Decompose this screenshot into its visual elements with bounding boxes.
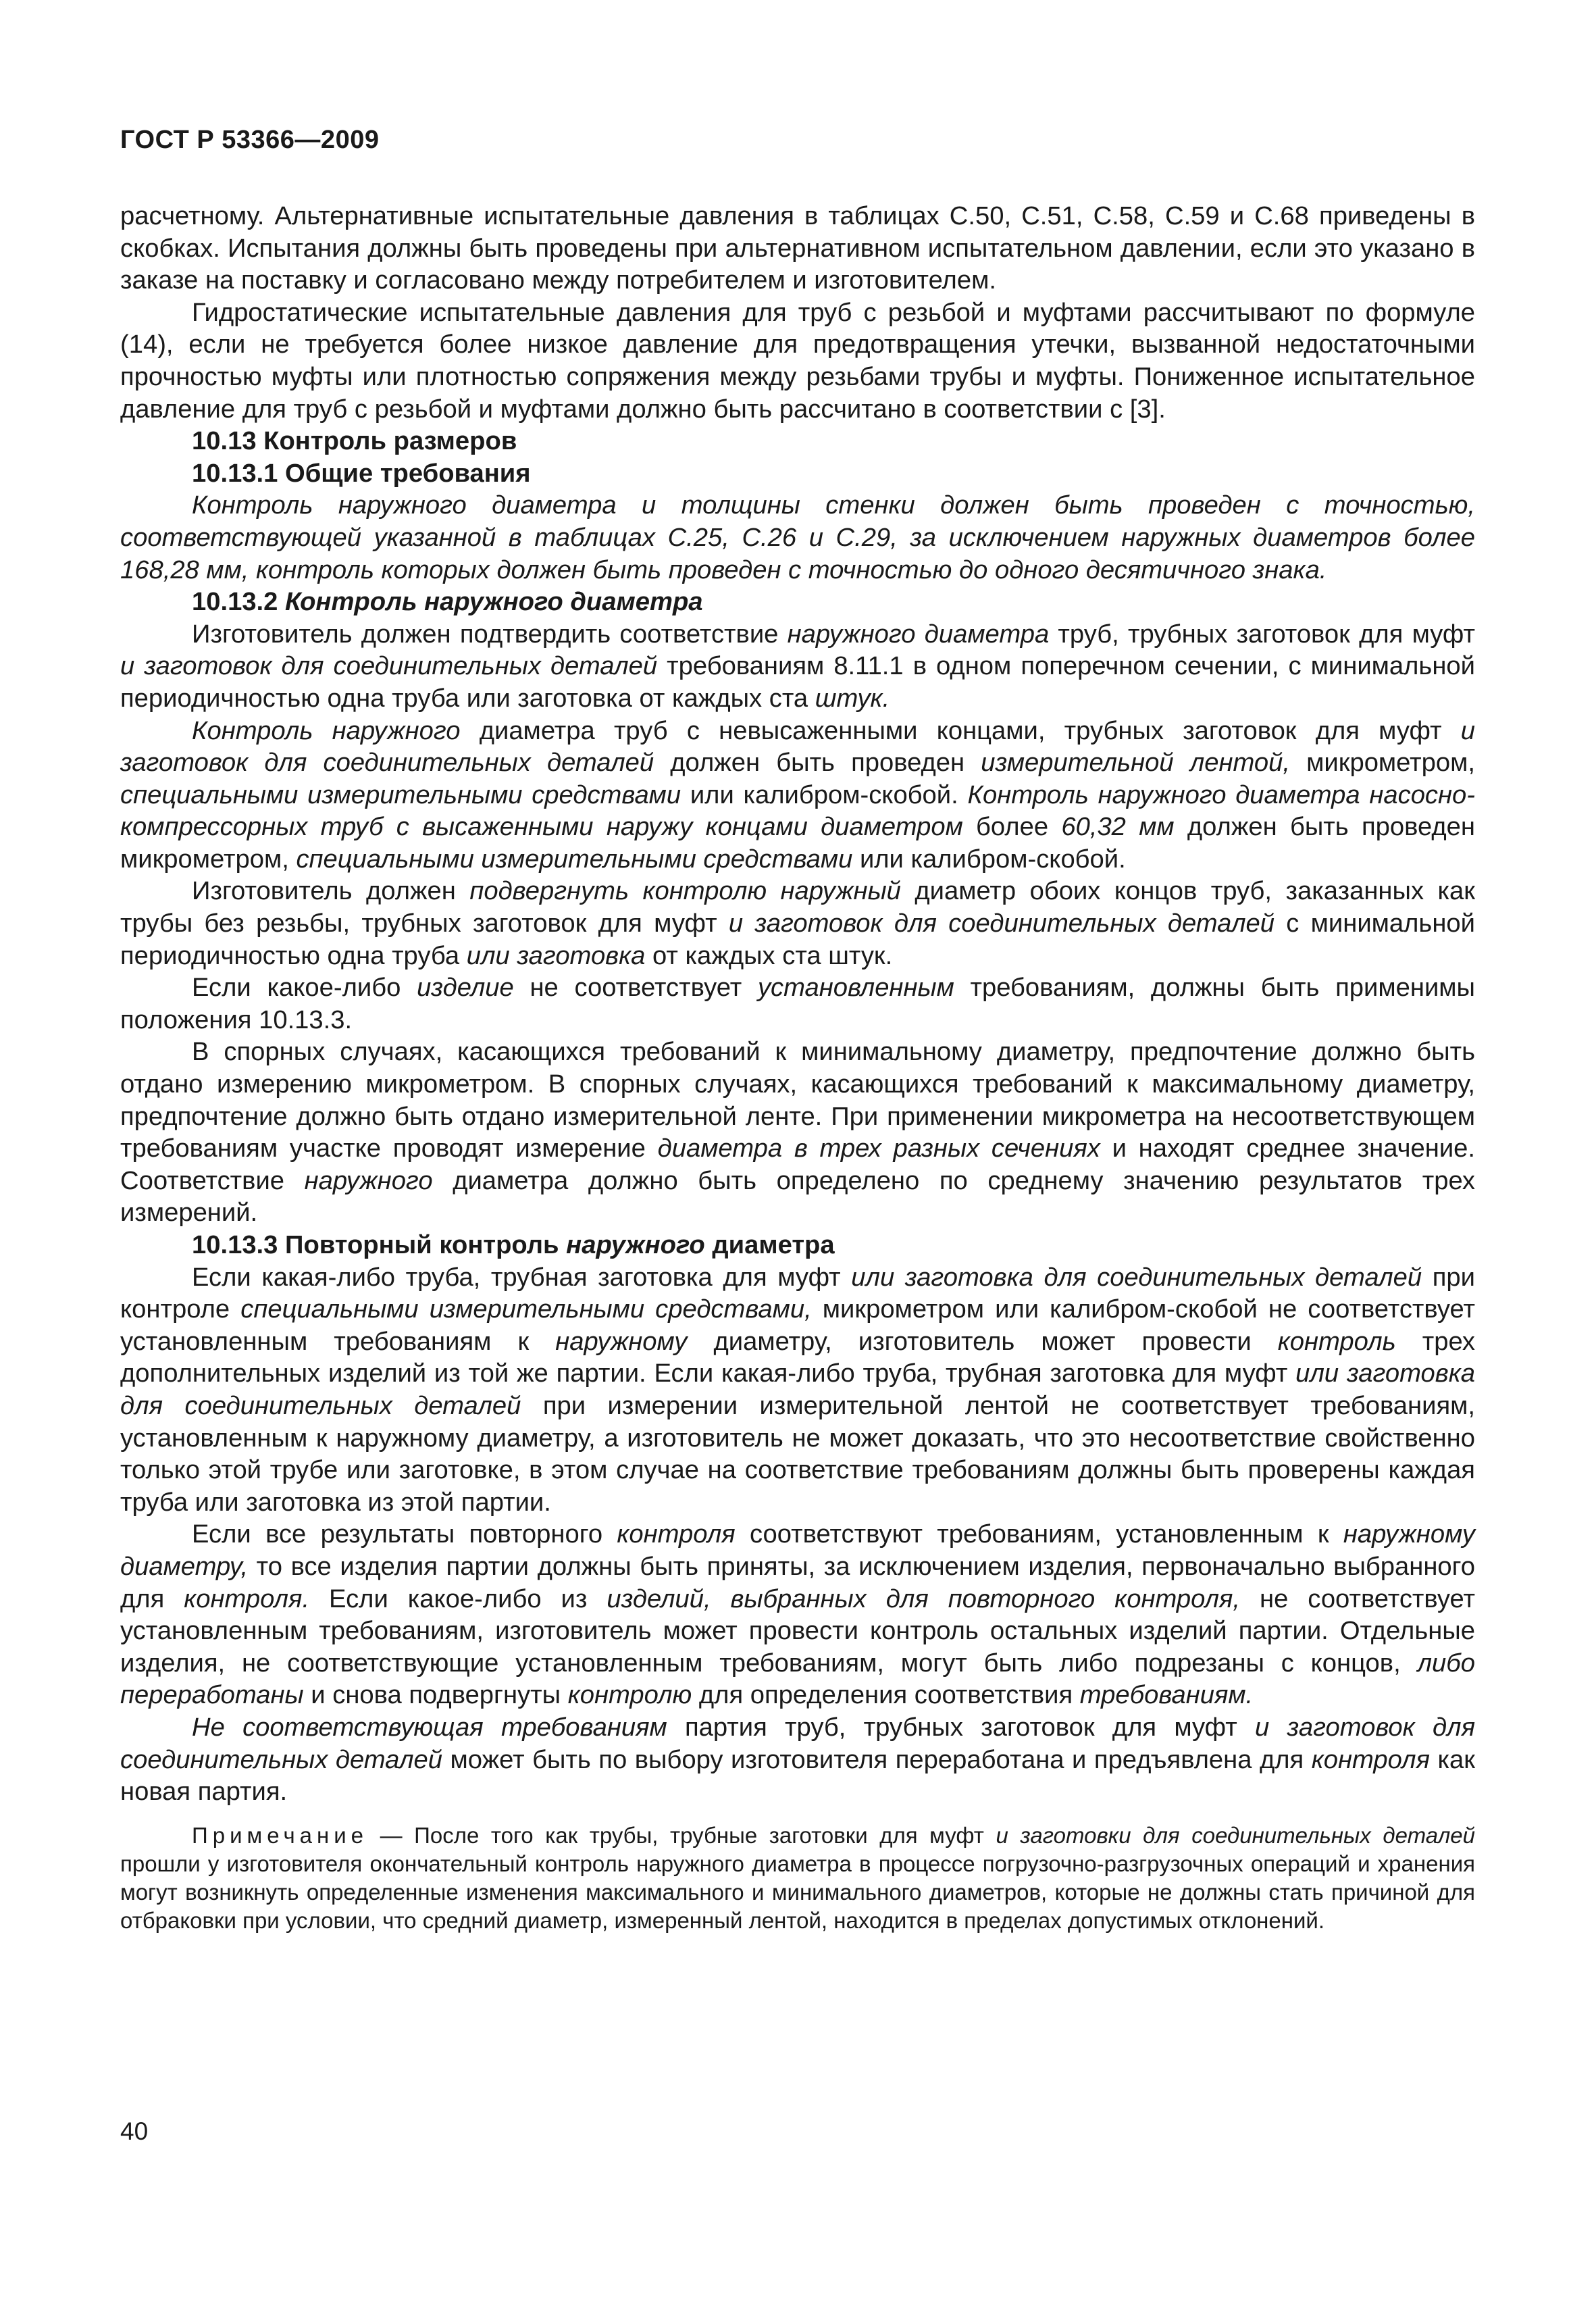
text-italic: и заготовок для соединительных деталей bbox=[728, 909, 1275, 938]
heading-number: 10.13.2 bbox=[192, 587, 278, 617]
text-italic: 60,32 мм bbox=[1061, 812, 1175, 842]
paragraph-alternative-pressures: расчетному. Альтернативные испытательные давления в таблицах С.50, С.51, С.58, С.59 и С.68 приведены в скобках. Испытания должны быть проведены при альтернативном испытательном давлении, если это указано в заказе на поставку и согласовано между потребителем и изготовителем. bbox=[120, 201, 1475, 295]
text-span: как новая партия. bbox=[120, 1744, 1475, 1807]
text-italic: или заготовка для соединительных деталей bbox=[851, 1262, 1422, 1292]
text-span: Если какое-либо из bbox=[309, 1584, 607, 1613]
text-italic: наружного bbox=[566, 1230, 705, 1259]
text-italic: и заготовок для соединительных деталей bbox=[120, 1712, 1475, 1774]
text-italic: диаметра в трех разных сечениях bbox=[657, 1134, 1100, 1163]
text-italic: наружного bbox=[304, 1165, 433, 1195]
text-span: должен быть проведен микрометром, bbox=[120, 812, 1476, 874]
note-label: Примечание bbox=[192, 1822, 369, 1848]
text-span: или калибром-скобой. bbox=[852, 844, 1126, 874]
text-span: Изготовитель должен подтвердить соответствие bbox=[192, 619, 788, 649]
paragraph-both-ends-control bbox=[120, 875, 1475, 972]
text-span: не соответствует bbox=[513, 973, 758, 1003]
text-italic: Контроль наружного диаметра насосно-компрессорных труб с высаженными наружу концами диаметром bbox=[120, 780, 1475, 842]
paragraph-repeat-control bbox=[120, 1261, 1475, 1519]
text-span: диаметр обоих концов труб, заказанных как трубы без резьбы, трубных заготовок для муфт bbox=[120, 876, 1475, 938]
text-italic: Контроль наружного bbox=[192, 715, 461, 745]
paragraph-hydrostatic-pressures: Гидростатические испытательные давления для труб с резьбой и муфтами рассчитывают по формуле (14), если не требуется более низкое давление для предотвращения утечки, вызванной недостаточными прочностью муфты или плотностью сопряжения между резьбами трубы и муфты. Пониженное испытательное давление для труб с резьбой и муфтами должно быть рассчитано в соответствии с [3]. bbox=[120, 297, 1475, 424]
text-span: Если все результаты повторного bbox=[192, 1519, 617, 1549]
text-italic: изделие bbox=[417, 973, 514, 1003]
text-span: 10.13.3 Повторный контроль bbox=[192, 1230, 567, 1259]
text-span: от каждых ста штук. bbox=[645, 940, 893, 970]
text-span: диаметра труб с невысаженными концами, трубных заготовок для муфт bbox=[460, 715, 1461, 745]
text-italic: измерительной лентой, bbox=[981, 748, 1291, 778]
paragraph-general-requirements bbox=[120, 489, 1475, 586]
text-span: прошли у изготовителя окончательный контроль наружного диаметра в процессе погрузочно-разгрузочных операций и хранения могут возникнуть определенные изменения максимального и минимального диаметров, которые не должны стать причиной для отбраковки при условии, что средний диаметр, измеренный лентой, находится в пределах допустимых отклонений. bbox=[120, 1851, 1475, 1933]
document-body bbox=[120, 200, 1475, 1935]
text-span: трех дополнительных изделий из той же партии. Если какая-либо труба, трубная заготовка для муфт bbox=[120, 1326, 1475, 1388]
heading-title: Контроль наружного диаметра bbox=[285, 587, 703, 617]
text-span: то все изделия партии должны быть приняты, за исключением изделия, первоначально выбранного для bbox=[120, 1551, 1475, 1613]
text-span: соответствуют требованиям, установленным к bbox=[735, 1519, 1343, 1549]
text-italic: установленным bbox=[757, 973, 954, 1003]
paragraph-rework-batch bbox=[120, 1711, 1475, 1808]
text-italic: и заготовок для соединительных деталей bbox=[120, 651, 658, 681]
text-span: не соответствует установленным требованиям, изготовитель может провести контроль остальных изделий партии. Отдельные изделия, не соответствующие установленным требованиям, могут быть либо подрезаны с концов, bbox=[120, 1584, 1475, 1678]
paragraph-od-confirmation bbox=[120, 618, 1475, 715]
text-italic: наружному диаметру, bbox=[120, 1519, 1475, 1581]
text-italic: и заготовок для соединительных деталей bbox=[120, 715, 1476, 778]
text-span: и снова подвергнуты bbox=[303, 1680, 568, 1710]
text-span: для определения соответствия bbox=[692, 1680, 1080, 1710]
text-italic: контролю bbox=[567, 1680, 692, 1710]
text-italic: наружного диаметра bbox=[787, 619, 1050, 649]
text-span: Изготовитель должен bbox=[192, 876, 470, 906]
text-span: требованиям 8.11.1 в одном поперечном сечении, с минимальной периодичностью одна труба или заготовка от каждых ста bbox=[120, 651, 1475, 713]
text-italic: изделий, выбранных для повторного контроля, bbox=[607, 1584, 1241, 1613]
text-italic: наружному bbox=[555, 1326, 688, 1356]
text-italic: штук. bbox=[815, 683, 890, 713]
paragraph-nonconformity bbox=[120, 972, 1475, 1036]
text-italic: или заготовка bbox=[466, 940, 646, 970]
document-code-header: ГОСТ Р 53366—2009 bbox=[120, 126, 380, 154]
text-span: микрометром, bbox=[1290, 748, 1475, 778]
text-span: может быть по выбору изготовителя переработана и предъявлена для bbox=[442, 1744, 1312, 1774]
text-span: диаметру, изготовитель может провести bbox=[687, 1326, 1278, 1356]
text-span: и находят среднее значение. Соответствие bbox=[120, 1134, 1475, 1195]
text-italic: и заготовки для соединительных деталей bbox=[996, 1822, 1476, 1848]
paragraph-repeat-results bbox=[120, 1518, 1475, 1711]
text-span: труб, трубных заготовок для муфт bbox=[1049, 619, 1475, 649]
text-italic: контроль bbox=[1277, 1326, 1396, 1356]
text-span: Если какое-либо bbox=[192, 973, 417, 1003]
text-span: Если какая-либо труба, трубная заготовка для муфт bbox=[192, 1262, 852, 1292]
text-span: диаметра должно быть определено по среднему значению результатов трех измерений. bbox=[120, 1165, 1475, 1228]
text-span: диаметра bbox=[704, 1230, 835, 1259]
text-span: более bbox=[962, 812, 1062, 842]
paragraph-disputed-cases bbox=[120, 1036, 1475, 1229]
text-italic: требованиям. bbox=[1079, 1680, 1254, 1710]
text-span: при измерении измерительной лентой не соответствует требованиям, установленным к наружному диаметру, а изготовитель не может доказать, что это несоответствие свойственно только этой трубе или заготовке, в этом случае на соответствие требованиям должны быть проверены каждая труба или заготовка из этой партии. bbox=[120, 1390, 1475, 1517]
text-italic: Контроль наружного диаметра и толщины стенки должен быть проведен с точностью, соответствующей указанной в таблицах С.25, С.26 и С.29, за исключением наружных диаметров более 168,28 мм, контроль которых должен быть проведен с точностью до одного десятичного знака. bbox=[120, 491, 1475, 584]
text-span: партия труб, трубных заготовок для муфт bbox=[667, 1712, 1255, 1742]
text-span: с минимальной периодичностью одна труба bbox=[120, 909, 1475, 970]
text-span: В спорных случаях, касающихся требований к минимальному диаметру, предпочтение должно быть отдано измерению микрометром. В спорных случаях, касающихся требований к максимальному диаметру, предпочтение должно быть отдано измерительной ленте. При применении микрометра на несоответствующем требованиям участке проводят измерение bbox=[120, 1037, 1475, 1163]
text-italic: Не соответствующая требованиям bbox=[192, 1712, 667, 1742]
note-paragraph bbox=[120, 1821, 1475, 1935]
text-span: микрометром или калибром-скобой не соответствует установленным требованиям к bbox=[120, 1294, 1475, 1356]
section-heading-10-13-2 bbox=[120, 586, 1475, 618]
text-span: или калибром-скобой. bbox=[681, 780, 968, 809]
text-italic: контроля bbox=[1311, 1744, 1430, 1774]
section-heading-10-13-1: 10.13.1 Общие требования bbox=[192, 458, 531, 488]
text-span: — После того как трубы, трубные заготовки для муфт bbox=[368, 1822, 996, 1848]
text-italic: подвергнуть контролю наружный bbox=[469, 876, 901, 906]
paragraph-od-control-methods bbox=[120, 715, 1475, 876]
text-italic: или заготовка для соединительных деталей bbox=[120, 1359, 1475, 1420]
section-heading-10-13: 10.13 Контроль размеров bbox=[192, 426, 517, 456]
text-italic: контроля bbox=[617, 1519, 736, 1549]
section-heading-10-13-3 bbox=[120, 1229, 1475, 1261]
text-span: требованиям, должны быть применимы положения 10.13.3. bbox=[120, 973, 1475, 1034]
text-italic: специальными измерительными средствами bbox=[120, 780, 681, 809]
text-span: должен быть проведен bbox=[654, 748, 981, 778]
page-number: 40 bbox=[120, 2117, 149, 2145]
text-italic: либо переработаны bbox=[120, 1648, 1475, 1710]
text-italic: специальными измерительными средствами bbox=[296, 844, 853, 874]
text-italic: контроля. bbox=[184, 1584, 310, 1613]
text-italic: специальными измерительными средствами, bbox=[240, 1294, 812, 1324]
text-span: при контроле bbox=[120, 1262, 1475, 1324]
